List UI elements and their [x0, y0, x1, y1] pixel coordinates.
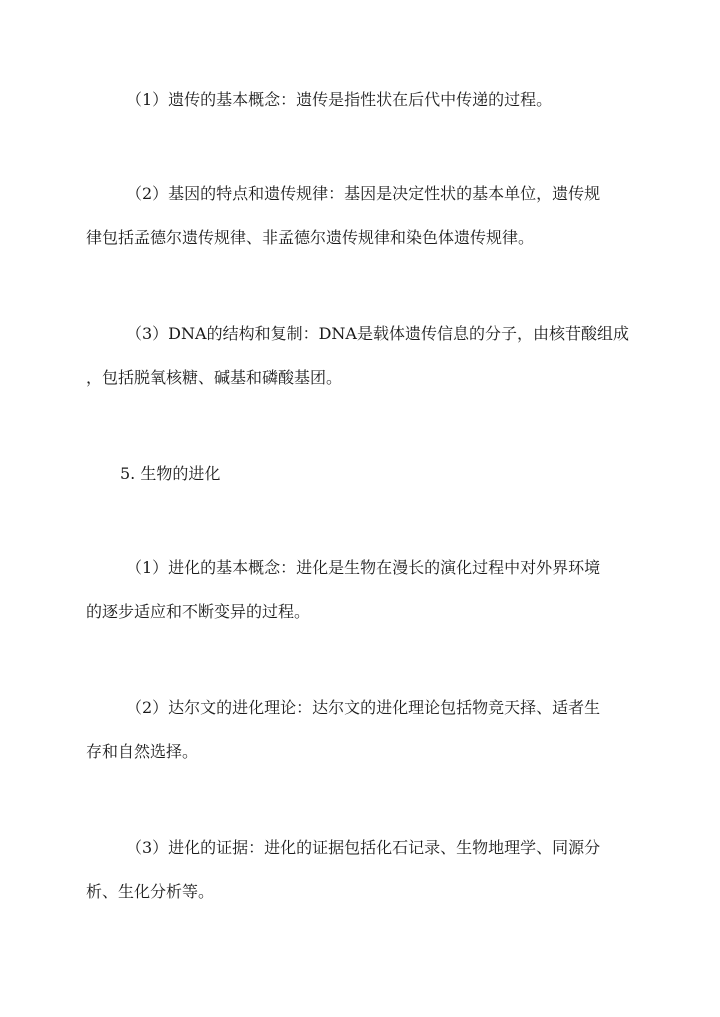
paragraph-darwin-theory	[86, 686, 626, 774]
paragraph-line: （3）DNA的结构和复制：DNA是载体遗传信息的分子，由核苷酸组成	[126, 324, 629, 343]
heading-text: 5. 生物的进化	[120, 464, 221, 483]
paragraph-evolution-concept	[86, 546, 626, 634]
paragraph-line: （1）遗传的基本概念：遗传是指性状在后代中传递的过程。	[126, 90, 553, 109]
paragraph-line: 的逐步适应和不断变异的过程。	[86, 602, 311, 621]
paragraph-line: （2）基因的特点和遗传规律：基因是决定性状的基本单位，遗传规	[126, 184, 601, 203]
paragraph-line: 析、生化分析等。	[86, 882, 215, 901]
paragraph-line: （3）进化的证据：进化的证据包括化石记录、生物地理学、同源分	[126, 838, 601, 857]
paragraph-line: 律包括孟德尔遗传规律、非孟德尔遗传规律和染色体遗传规律。	[86, 228, 535, 247]
paragraph-dna-structure	[86, 312, 629, 400]
paragraph-evolution-evidence	[86, 826, 626, 914]
paragraph-line: ，包括脱氧核糖、碱基和磷酸基团。	[86, 368, 343, 387]
paragraph-line: 存和自然选择。	[86, 742, 199, 761]
paragraph-line: （1）进化的基本概念：进化是生物在漫长的演化过程中对外界环境	[126, 558, 601, 577]
section-heading-evolution	[120, 452, 220, 496]
paragraph-gene-rules	[86, 172, 626, 260]
paragraph-line: （2）达尔文的进化理论：达尔文的进化理论包括物竞天择、适者生	[126, 698, 601, 717]
paragraph-heredity-concept	[86, 78, 626, 122]
